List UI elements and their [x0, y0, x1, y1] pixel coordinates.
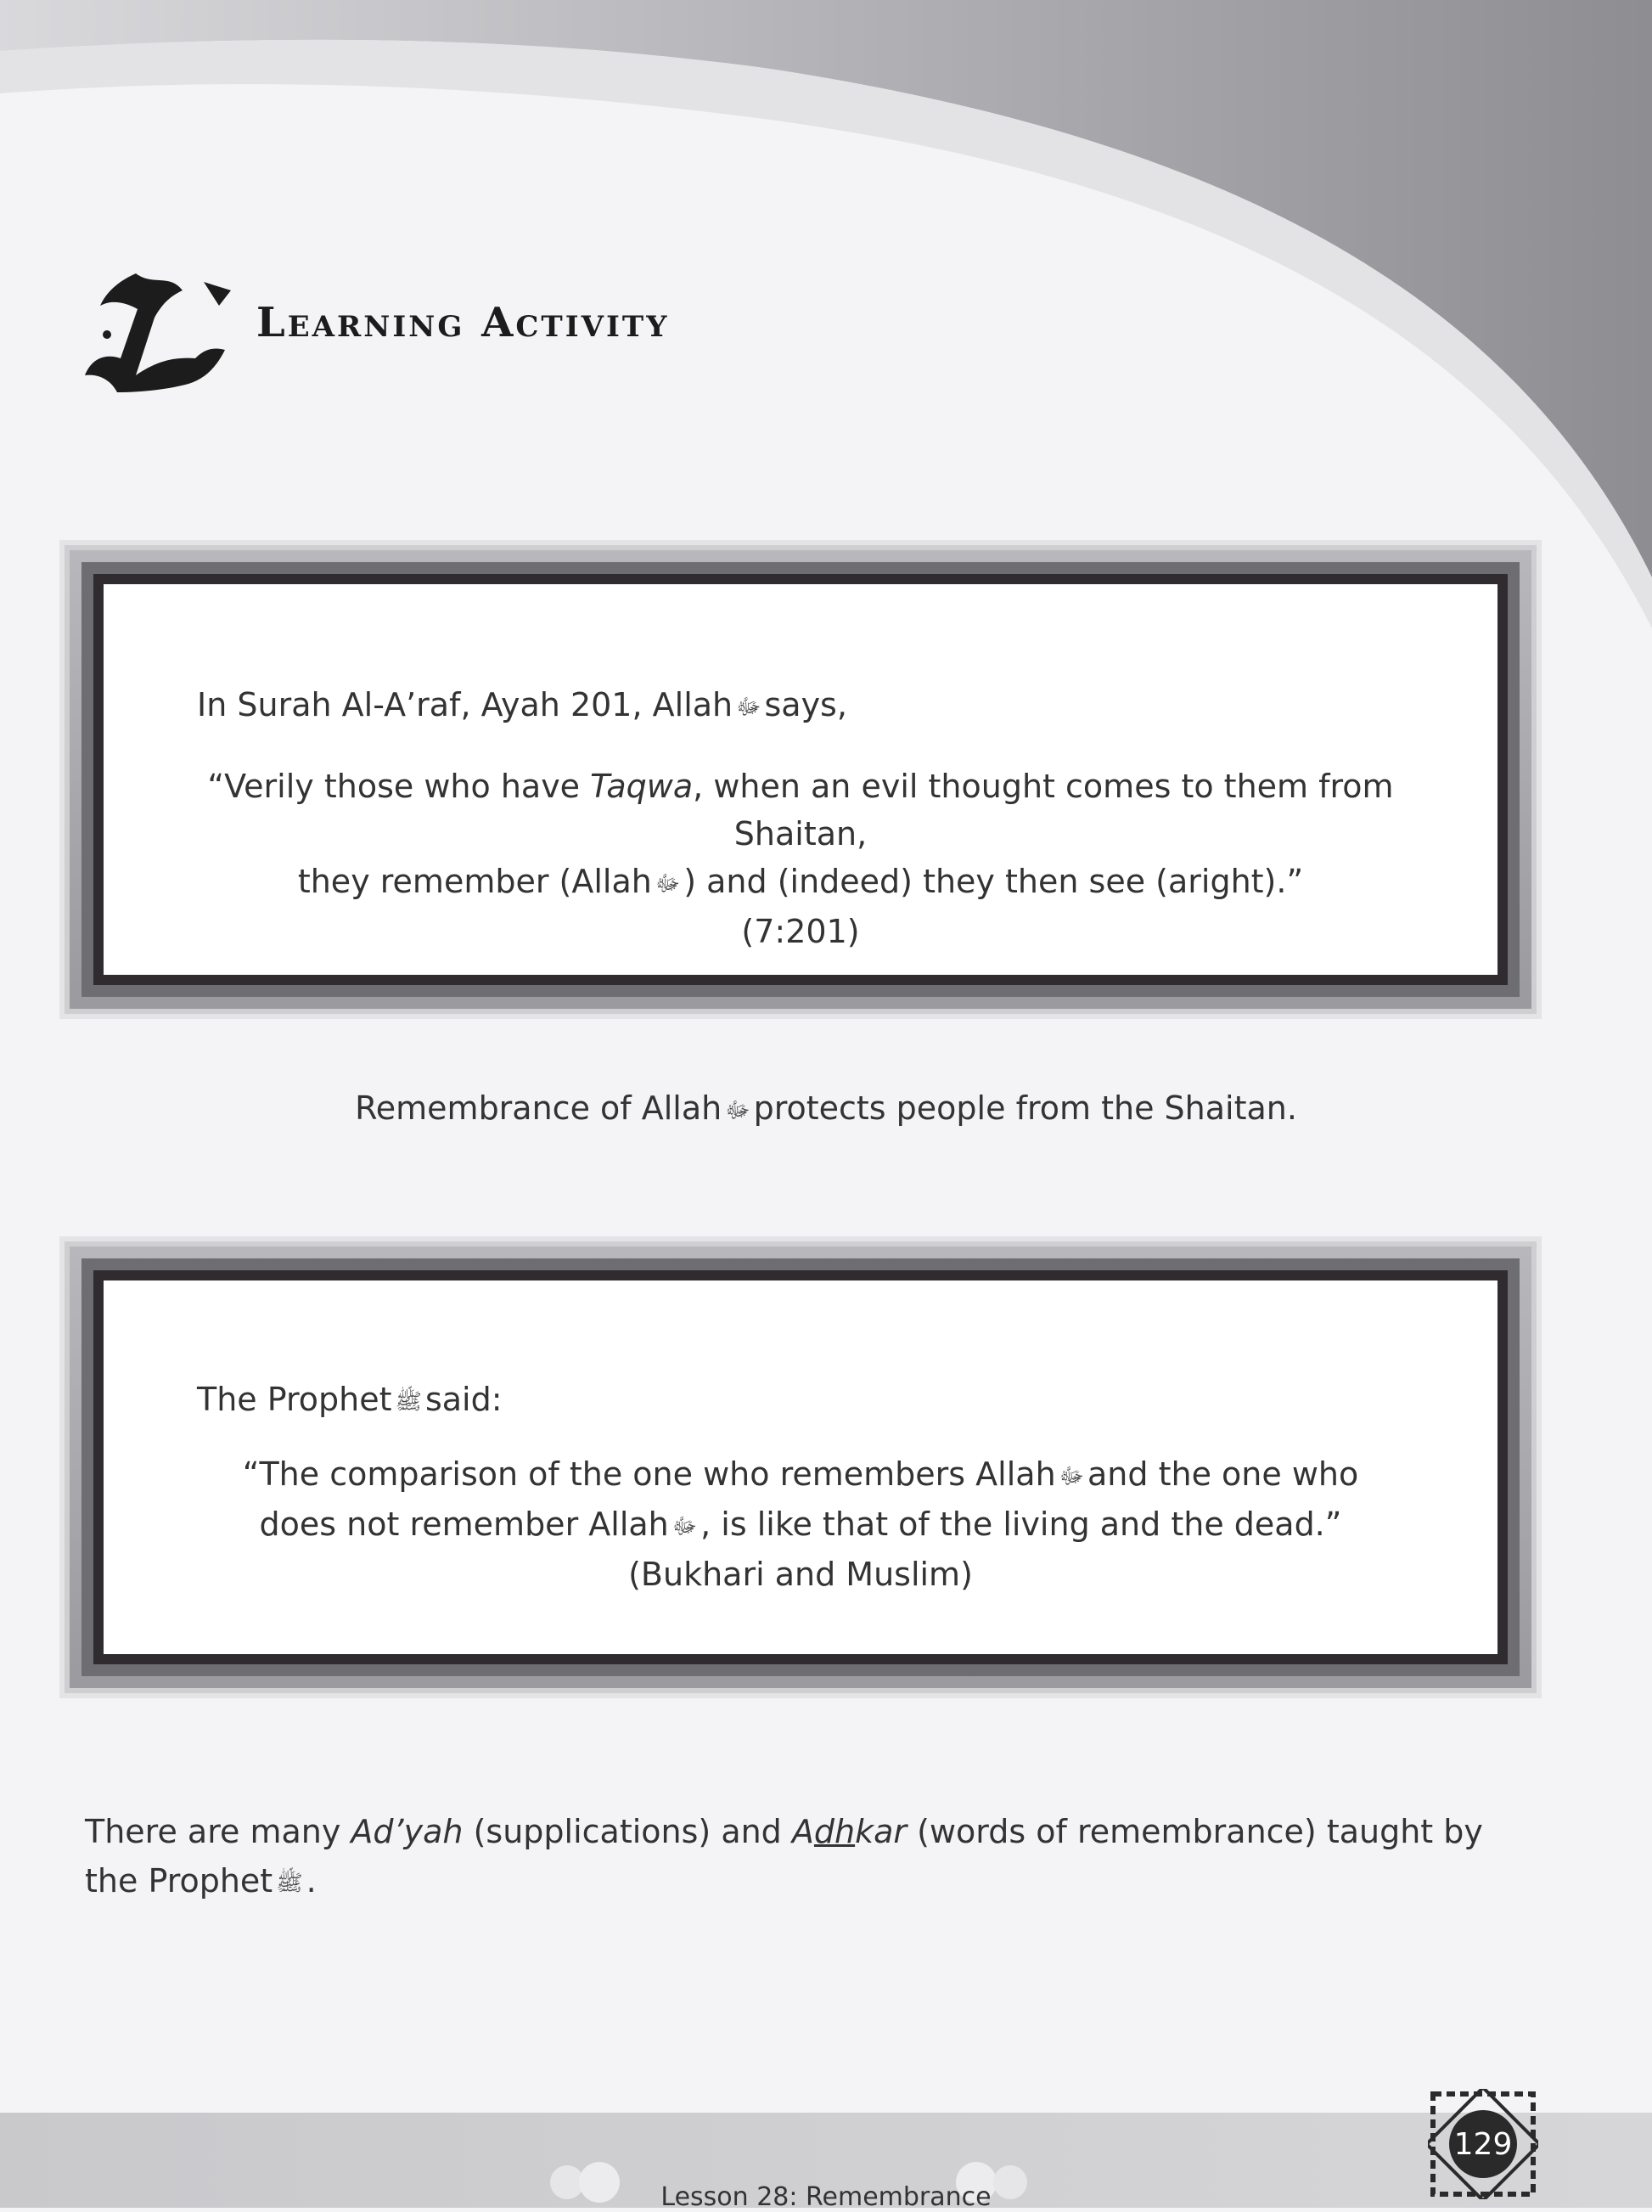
allah-honorific: ﷻ	[736, 695, 761, 720]
quran-quote	[138, 763, 1464, 955]
quran-reference: (7:201)	[741, 913, 860, 950]
allah-honorific: ﷻ	[655, 871, 681, 897]
remembrance-statement: Remembrance of Allah ﷻ protects people from the Shaitan.	[355, 1089, 1297, 1127]
page-number: 129	[1453, 2127, 1513, 2162]
quran-quote-line1: “Verily those who have Taqwa, when an evil thought comes to them from Shaitan,	[207, 768, 1394, 853]
learning-activity-icon	[76, 265, 255, 418]
allah-honorific: ﷻ	[1059, 1464, 1085, 1489]
allah-honorific: ﷻ	[671, 1514, 698, 1539]
quran-quote-line2: they remember (Allah ﷻ ) and (indeed) they then see (aright).”	[138, 858, 1464, 908]
hadith-quote-line1: “The comparison of the one who remembers Allah ﷻ and the one who	[138, 1450, 1464, 1500]
prophet-honorific: ﷺ	[276, 1871, 303, 1896]
hadith-box	[70, 1247, 1531, 1688]
hadith-reference: (Bukhari and Muslim)	[628, 1556, 973, 1593]
adhkar-paragraph: There are many Ad’yah (supplications) and Adhkar (words of remembrance) taught by the Prophet ﷺ .	[85, 1807, 1528, 1908]
hadith-intro: The Prophet ﷺ said:	[197, 1381, 503, 1418]
prophet-honorific: ﷺ	[395, 1389, 422, 1415]
quran-verse-box	[70, 550, 1531, 1009]
hadith-quote-line2: does not remember Allah ﷻ , is like that of the living and the dead.”	[138, 1500, 1464, 1551]
learning-activity-header	[76, 265, 722, 418]
allah-honorific: ﷻ	[725, 1098, 750, 1123]
lesson-footer: Lesson 28: Remembrance	[660, 2182, 992, 2212]
quran-intro: In Surah Al-A’raf, Ayah 201, Allah ﷻ says,	[197, 686, 847, 723]
learning-activity-title: Learning Activity	[256, 299, 670, 346]
hadith-quote	[138, 1450, 1464, 1598]
